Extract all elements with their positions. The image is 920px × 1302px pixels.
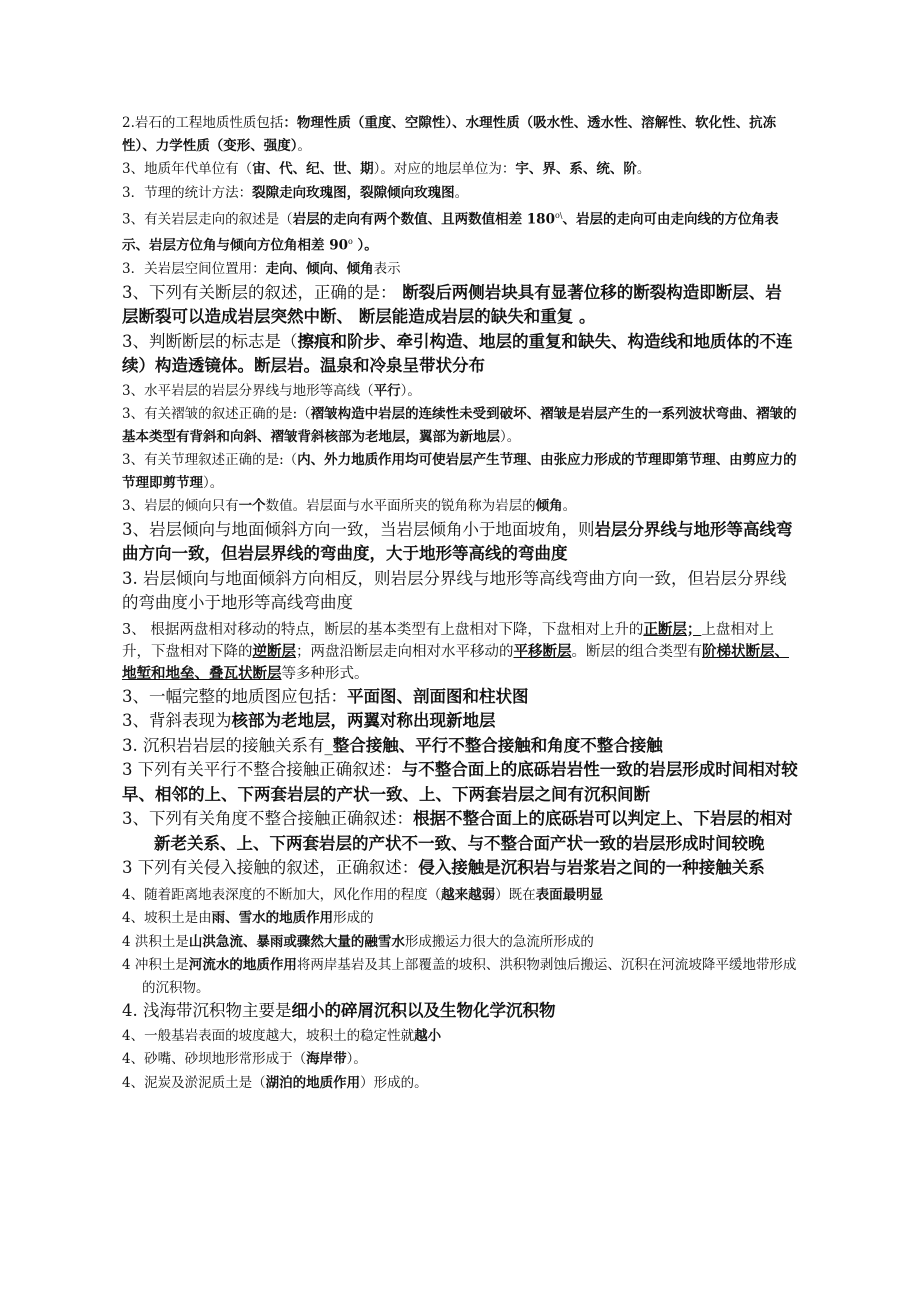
line-text-bold: ）。 (352, 237, 378, 254)
line-text: 4 冲积土是 (122, 957, 189, 973)
line-text-bold: 走向、倾向、倾角 (265, 261, 374, 277)
line-fault-description (122, 281, 798, 330)
line-joint-description (122, 449, 798, 494)
line-text-bold: 平行 (373, 382, 401, 399)
line-rock-properties (122, 112, 798, 157)
line-text-bold: 海岸带 (306, 1051, 347, 1067)
line-text: 3、下列有关角度不整合接触正确叙述： (122, 809, 413, 828)
line-fault-indicators (122, 330, 798, 379)
line-text: 3．节理的统计方法： (122, 184, 253, 201)
line-text: 3 下列有关侵入接触的叙述，正确叙述： (122, 858, 419, 877)
line-angular-unconformity (122, 807, 798, 856)
line-text-bold: 雨、雪水的地质作用 (211, 910, 334, 926)
line-text: 3、有关褶皱的叙述正确的是:（ (122, 406, 311, 422)
document-body (122, 112, 798, 1094)
line-alluvium (122, 954, 798, 999)
line-text-bold: 断裂后两侧岩块具有显著位移的断裂构造即断层、岩层断裂可以造成岩层突然中断、 断层能造成岩层的缺失和重复 。 (122, 282, 782, 326)
line-text-bold: 与不整合面上的底砾岩岩性一致的岩层形成时间相对较早、相邻的上、下两套岩层的产状一致、上、下两套岩层之间有沉积间断 (122, 760, 798, 804)
line-text-bold: ：物理性质（重度、空隙性）、水理性质（吸水性、透水性、溶解性、软化性、抗冻性）、力学性质（变形、强度） (122, 115, 777, 154)
line-text: 4、随着距离地表深度的不断加大，风化作用的程度（ (122, 886, 442, 903)
line-geologic-map (122, 685, 798, 710)
line-text: ）。 (400, 382, 421, 399)
line-text: 3、下列有关断层的叙述，正确的是： (122, 282, 397, 302)
line-sand-spit (122, 1048, 798, 1071)
line-text: ）。 (203, 474, 224, 491)
line-text: ）。对应的地层单位为： (373, 161, 516, 177)
line-text-bold: 平面图、剖面图和柱状图 (347, 686, 529, 706)
line-text-bold: 裂隙走向玫瑰图，裂隙倾向玫瑰图 (252, 184, 455, 201)
line-dip-same-slope (122, 518, 798, 567)
line-parallel-unconformity (122, 758, 798, 807)
line-spatial-position (122, 258, 798, 281)
degree-mark: o\ (554, 211, 563, 220)
line-strike (122, 205, 798, 257)
degree-mark: o (348, 237, 353, 246)
line-joint-statistics (122, 182, 798, 205)
line-text: 。 (297, 137, 311, 154)
line-text: 。 (454, 184, 469, 201)
line-text: 等多种形式。 (281, 665, 369, 682)
line-weathering-depth (122, 884, 798, 907)
line-text-bold: 山洪急流、暴雨或骤然大量的融雪水 (188, 933, 405, 950)
line-text-bold: 河流水的地质作用 (188, 957, 297, 973)
line-peat (122, 1072, 798, 1095)
line-text: ）。 (500, 428, 521, 445)
line-text: 3、岩层倾向与地面倾斜方向一致，当岩层倾角小于地面坡角，则 (122, 519, 595, 539)
line-text: 3、有关岩层走向的叙述是（ (122, 211, 293, 228)
line-text-bold: 越来越弱 (441, 886, 496, 903)
line-text: 2.岩石的工程地质性质包括 (122, 115, 284, 131)
line-intrusive-contact (122, 856, 798, 881)
line-text-bold: 表面最明显 (535, 886, 604, 903)
line-text: 3、 根据两盘相对移动的特点，断层的基本类型有上盘相对下降，下盘相对上升的 (122, 621, 644, 638)
line-text: 4、一般基岩表面的坡度越大，坡积土的稳定性就 (122, 1027, 415, 1044)
line-text-bold: 宙、代、纪、世、期 (252, 161, 374, 177)
line-text: 4. 浅海带沉积物主要是 (122, 1001, 292, 1020)
line-text: 数值。岩层面与水平面所夹的锐角称为岩层的 (265, 498, 536, 514)
line-text-bold: 逆断层 (252, 642, 296, 660)
line-text: 3. 岩层倾向与地面倾斜方向相反，则岩层分界线与地形等高线弯曲方向一致，但岩层分界线的弯曲度小于地形等高线弯曲度 (122, 568, 787, 612)
line-shallow-sea (122, 999, 798, 1024)
line-text: 3 下列有关平行不整合接触正确叙述： (122, 760, 402, 779)
line-text-bold: 内、外力地质作用均可使岩层产生节理、由张应力形成的节理即第节理、由剪应力的节理即剪节理 (122, 452, 797, 491)
line-text-bold: 湖泊的地质作用 (265, 1074, 361, 1091)
line-colluvium (122, 907, 798, 930)
line-text: 上盘相对上升，下盘相对下降的 (122, 621, 774, 660)
line-text-bold: 平移断层 (513, 642, 572, 660)
line-text: ；两盘沿断层走向相对水平移动的 (296, 643, 514, 660)
line-text-bold: 整合接触、平行不整合接触和角度不整合接触 (332, 735, 663, 755)
line-text-bold: 褶皱构造中岩层的连续性未受到破坏、褶皱是岩层产生的一系列波状弯曲、褶皱的基本类型有背斜和向斜、褶皱背斜核部为老地层，翼部为新地层 (122, 406, 797, 445)
line-text-bold: 岩层的走向有两个数值、且两数值相差 180 (292, 211, 555, 228)
line-text: 形成搬运力很大的急流所形成的 (404, 933, 594, 950)
line-dip-direction (122, 495, 798, 518)
line-text: 3．关岩层空间位置用： (122, 261, 266, 277)
line-text: 3、判断断层的标志是（ (122, 331, 298, 351)
line-text: 。 (562, 498, 577, 514)
line-text: 3、一幅完整的地质图应包括： (122, 686, 347, 706)
line-text: 4 洪积土是 (122, 933, 189, 950)
line-anticline (122, 709, 798, 734)
line-text-bold: 细小的碎屑沉积以及生物化学沉积物 (291, 1001, 556, 1020)
line-text-bold: 核部为老地层，两翼对称出现新地层 (231, 711, 496, 730)
line-text: 表示 (373, 261, 401, 277)
line-text-bold: 擦痕和阶步、牵引构造、地层的重复和缺失、构造线和地质体的不连续）构造透镜体。断层岩。温泉和冷泉呈带状分布 (122, 331, 793, 375)
line-fault-types (122, 619, 798, 685)
line-text: 4、坡积土是由 (122, 910, 212, 926)
line-text: 。断层的组合类型有 (571, 643, 702, 660)
line-text-bold: 一个 (238, 498, 266, 514)
line-text: ）。 (346, 1051, 367, 1067)
line-text: 形成的 (333, 910, 374, 926)
line-text: ）既在 (495, 886, 536, 903)
line-horizontal-strata (122, 380, 798, 403)
line-text: 。 (636, 161, 651, 177)
line-text: 3、背斜表现为 (122, 711, 232, 730)
line-text: 4、泥炭及淤泥质土是（ (122, 1074, 266, 1091)
line-dip-opposite-slope (122, 567, 798, 616)
line-text-bold: 侵入接触是沉积岩与岩浆岩之间的一种接触关系 (418, 858, 765, 877)
line-text-bold: 岩层分界线与地形等高线弯曲方向一致，但岩层界线的弯曲度，大于地形等高线的弯曲度 (122, 519, 793, 563)
line-text: 3、岩层的倾向只有 (122, 498, 239, 514)
line-text-bold: 阶梯状断层、地堑和地垒、叠瓦状断层 (122, 642, 789, 682)
line-text-bold: 、岩层的走向可由走向线的方位角表示、岩层方位角与倾向方位角相差 90 (122, 211, 779, 254)
line-geologic-time-units (122, 158, 798, 181)
line-text: ）形成的。 (360, 1074, 428, 1091)
line-text-bold: 越小 (414, 1027, 442, 1044)
line-text: 3、有关节理叙述正确的是:（ (122, 452, 298, 468)
line-text-bold: 倾角 (535, 498, 563, 514)
line-text-bold: 正断层； (643, 620, 702, 638)
line-sedimentary-contacts (122, 734, 798, 759)
line-text: 3、水平岩层的岩层分界线与地形等高线（ (122, 382, 374, 399)
line-proluvium (122, 931, 798, 954)
line-text: 3. 沉积岩岩层的接触关系有_ (122, 735, 333, 755)
line-fold-description (122, 403, 798, 448)
line-text-bold: 宇、界、系、统、阶 (515, 161, 637, 177)
line-text: 3、地质年代单位有（ (122, 161, 253, 177)
line-text: 4、砂嘴、砂坝地形常形成于（ (122, 1051, 307, 1067)
line-slope-stability (122, 1025, 798, 1048)
line-text-bold: 根据不整合面上的底砾岩可以判定上、下岩层的相对新老关系、上、下两套岩层的产状不一致、与不整合面产状一致的岩层形成时间较晚 (154, 809, 793, 853)
line-text: 将两岸基岩及其上部覆盖的坡积、洪积物剥蚀后搬运、沉积在河流坡降平缓地带形成的沉积物。 (142, 957, 797, 996)
